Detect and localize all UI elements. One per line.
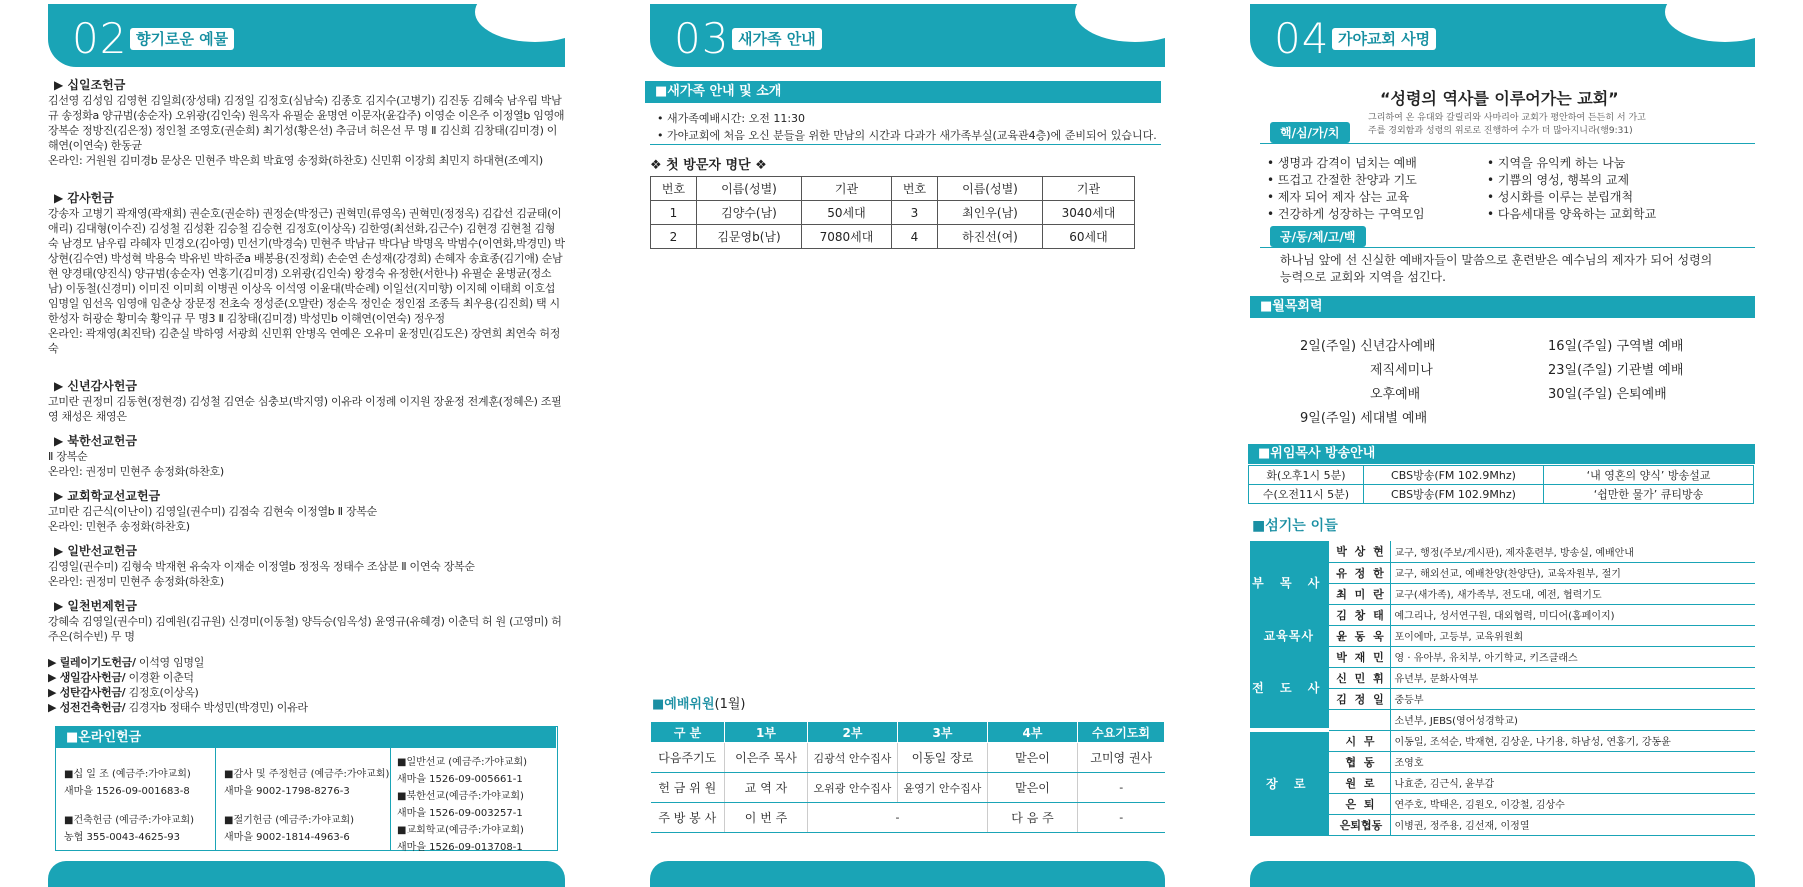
table-cell: 다 음 주: [988, 803, 1078, 833]
table-cell: 이동일 장로: [898, 743, 988, 773]
calendar-right: [1548, 335, 1683, 407]
text-line: [64, 800, 215, 812]
text-line: 이경환 이춘덕: [125, 671, 194, 684]
table-cell: 은퇴협동: [1328, 814, 1390, 835]
text-line: 제직세미나: [1370, 363, 1433, 378]
table-cell: ‘내 영혼의 양식’ 방송설교: [1544, 466, 1754, 485]
text-line: (1월): [714, 697, 746, 712]
text-line: • 제자 되어 제자 삼는 교육: [1267, 190, 1410, 204]
core-values-label: 핵/심/가/치: [1270, 122, 1350, 143]
broadcast-bar: ■위임목사 방송안내: [1248, 444, 1755, 464]
table-cell: 다음주기도: [651, 743, 725, 773]
table-cell: 이동일, 조석순, 박재현, 김상운, 나기용, 하남성, 연홍기, 강동윤: [1390, 730, 1755, 751]
school-mission-heading: ▶ 교회학교선교헌금: [54, 489, 161, 503]
newcomer-panel: [650, 0, 1165, 887]
table-cell: 주 방 봉 사: [651, 803, 725, 833]
section-title: 새가족 안내: [732, 28, 822, 50]
table-cell: 3040세대: [1043, 201, 1135, 225]
table-cell: 협 동: [1328, 751, 1390, 772]
table-cell: -: [1078, 773, 1165, 803]
table-header: [651, 177, 1135, 201]
tithe-section: [48, 77, 565, 168]
text-line: 이석영 임명일: [135, 656, 205, 669]
footer-bar: [1250, 861, 1755, 887]
text-line: • 성시화를 이루는 분립개척: [1487, 190, 1634, 204]
table-cell: 은 퇴: [1328, 793, 1390, 814]
table-cell: 윤 동 욱: [1328, 625, 1390, 646]
thanks-section: [48, 190, 565, 356]
table-row: [651, 773, 1165, 803]
table-cell: -: [808, 803, 988, 833]
table-cell: 전 도 사: [1250, 646, 1328, 730]
table-cell: 기관: [1043, 177, 1135, 201]
table-cell: 하진선(여): [938, 225, 1043, 249]
text-line: ■교회학교(예금주:가야교회): [397, 825, 524, 836]
table-cell: 수요기도회: [1078, 722, 1165, 743]
table-cell: 김 정 일: [1328, 688, 1390, 709]
text-line: 새마을 1526-09-001683-8: [64, 786, 190, 797]
text-line: [224, 800, 390, 812]
general-mission-names: 김영일(권수미) 김형숙 박재현 유숙자 이재순 이정열b 정정옥 정태수 조삼분 Ⅱ 이연숙 장복순: [48, 560, 475, 573]
text-line: 주를 경외함과 성령의 위로로 진행하여 수가 더 많아지니라(행9:31): [1368, 126, 1633, 136]
table-cell: 시 무: [1328, 730, 1390, 751]
table-cell: CBS방송(FM 102.9Mhz): [1364, 485, 1544, 504]
table-cell: 기관: [802, 177, 892, 201]
misc-line: [48, 655, 565, 670]
visitor-title: ❖ 첫 방문자 명단 ❖: [650, 158, 767, 173]
calendar-left: [1300, 335, 1436, 431]
text-line: 그리하여 온 유대와 갈릴리와 사마리아 교회가 평안하여 든든히 서 가고: [1368, 113, 1646, 123]
text-line: • 지역을 유익케 하는 나눔: [1487, 156, 1626, 170]
text-line: 16일(주일) 구역별 예배: [1548, 339, 1684, 354]
table-cell: 맡은이: [988, 743, 1078, 773]
text-line: • 생명과 감격이 넘치는 예배: [1267, 156, 1417, 170]
table-cell: [1328, 709, 1390, 730]
table-cell: 이름(성별): [938, 177, 1043, 201]
table-cell: 소년부, JEBS(영어성경학교): [1390, 709, 1755, 730]
text-line: ■절기헌금 (예금주:가야교회): [224, 815, 355, 826]
offerings-panel: [48, 0, 565, 887]
table-cell: 2부: [808, 722, 898, 743]
text-line: 김정호(이상옥): [125, 686, 199, 699]
section-title: 향기로운 예물: [130, 28, 234, 50]
table-cell: 7080세대: [802, 225, 892, 249]
text-line: ▶ 성탄감사헌금/: [48, 686, 126, 699]
table-cell: -: [1078, 803, 1165, 833]
online-col-3: [391, 748, 556, 851]
nk-mission-section: [48, 433, 565, 479]
table-cell: 4부: [988, 722, 1078, 743]
text-line: • 건강하게 성장하는 구역모임: [1267, 207, 1425, 221]
welcome-note: • 가야교회에 처음 오신 분들을 위한 만남의 시간과 다과가 새가족부실(교육관4층)에 준비되어 있습니다.: [657, 129, 1157, 142]
table-cell: 유 정 한: [1328, 562, 1390, 583]
text-line: ■북한선교(예금주:가야교회): [397, 791, 524, 802]
table-cell: 교구(새가족), 새가족부, 전도대, 예전, 협력기도: [1390, 583, 1755, 604]
section-number: 04: [1274, 14, 1330, 63]
online-offering-box: [55, 726, 558, 851]
text-line: 하나님 앞에 선 신실한 예배자들이 말씀으로 훈련받은 예수님의 제자가 되어 성령의: [1280, 253, 1713, 267]
table-cell: 번호: [892, 177, 938, 201]
misc-offerings: [48, 655, 565, 715]
table-cell: 3: [892, 201, 938, 225]
school-mission-online: 온라인: 민현주 송정화(하찬호): [48, 520, 190, 533]
section-number: 02: [72, 14, 128, 63]
monthly-calendar-bar: ■월목회력: [1250, 296, 1755, 318]
text-line: 새마을 1526-09-003257-1: [397, 808, 523, 819]
table-cell: 예그리나, 성서연구원, 대외협력, 미디어(홈페이지): [1390, 604, 1755, 625]
tithe-names: 김선영 김성임 김영현 김일희(장성태) 김정일 김정호(심남숙) 김종호 김지수(고병기) 김진동 김혜숙 남우림 박남규 송정화a 양규범(송순자) 오위광(김인숙) 원옥자 유필순 윤명연 이문자(윤갑주) 이영순 이은주 이정열b 임영애 장복순 정방진(김은정) 정인철 조영호(권순희) 최기성(황은선) 추금녀 허은선 무 명 Ⅱ 김신희 김창태(김미경) 이해연(이연숙) 한동균: [48, 94, 565, 152]
table-cell: 박 상 현: [1328, 541, 1390, 562]
mission-panel: [1250, 0, 1755, 887]
thousand-section: [48, 598, 565, 644]
table-cell: 번호: [651, 177, 697, 201]
table-cell: 이병권, 정주용, 김선재, 이정열: [1390, 814, 1755, 835]
text-line: 농협 355-0043-4625-93: [64, 832, 181, 843]
table-cell: 50세대: [802, 201, 892, 225]
text-line: 23일(주일) 기관별 예배: [1548, 363, 1684, 378]
text-line: 새마을 1526-09-005661-1: [397, 774, 523, 785]
table-cell: 오위광 안수집사: [808, 773, 898, 803]
general-mission-online: 온라인: 권정미 민현주 송정화(하찬호): [48, 575, 224, 588]
table-cell: 1부: [725, 722, 808, 743]
staff-title: ■섬기는 이들: [1252, 518, 1338, 534]
table-cell: 교 역 자: [725, 773, 808, 803]
table-cell: 김광석 안수집사: [808, 743, 898, 773]
staff-table: [1250, 541, 1755, 836]
online-col-1: [56, 748, 216, 851]
table-cell: 수(오전11시 5분): [1249, 485, 1364, 504]
community-confession: [1280, 252, 1712, 286]
online-col-2: [216, 748, 391, 851]
core-values-left: [1267, 155, 1425, 223]
thousand-names: 강혜숙 김영일(권수미) 김예원(김규원) 신경미(이동철) 양득승(임옥성) 윤영규(유혜경) 이춘덕 허 원 (고영미) 허주은(허수빈) 무 명: [48, 615, 562, 643]
table-cell: 2: [651, 225, 697, 249]
misc-line: [48, 685, 565, 700]
footer-bar: [650, 861, 1165, 887]
confession-label: 공/동/체/고/백: [1270, 226, 1366, 247]
motto-verse: [1368, 112, 1755, 138]
table-cell: 이름(성별): [697, 177, 802, 201]
text-line: 새마을 9002-1814-4963-6: [224, 832, 350, 843]
nk-mission-heading: ▶ 북한선교헌금: [54, 434, 137, 448]
tithe-heading: ▶ 십일조헌금: [54, 78, 126, 92]
table-cell: 맡은이: [988, 773, 1078, 803]
table-cell: 연주호, 박태은, 김원오, 이강철, 김상수: [1390, 793, 1755, 814]
section-title: 가야교회 사명: [1332, 28, 1436, 50]
table-cell: 부 목 사: [1250, 541, 1328, 625]
table-cell: 고미영 권사: [1078, 743, 1165, 773]
text-line: 30일(주일) 은퇴예배: [1548, 387, 1667, 402]
table-cell: 신 민 휘: [1328, 667, 1390, 688]
table-cell: 교구, 행정(주보/게시판), 제자훈련부, 방송실, 예배안내: [1390, 541, 1755, 562]
visitor-table: [650, 176, 1135, 249]
table-cell: 유년부, 문화사역부: [1390, 667, 1755, 688]
section-number: 03: [674, 14, 730, 63]
table-cell: 영 · 유아부, 유치부, 아기학교, 키즈클래스: [1390, 646, 1755, 667]
table-cell: CBS방송(FM 102.9Mhz): [1364, 466, 1544, 485]
footer-bar: [48, 861, 565, 887]
nk-mission-online: 온라인: 권정미 민현주 송정화(하찬호): [48, 465, 224, 478]
table-row: [651, 803, 1165, 833]
text-line: ▶ 생일감사헌금/: [48, 671, 126, 684]
text-line: 오후예배: [1370, 387, 1421, 402]
online-offering-title: ■온라인헌금: [56, 727, 556, 748]
service-time: • 새가족예배시간: 오전 11:30: [657, 112, 806, 125]
text-line: ■십 일 조 (예금주:가야교회): [64, 769, 191, 780]
thanks-online: 온라인: 곽재영(최진탁) 김춘실 박하영 서광희 신민휘 안병옥 연예은 오유미 윤정민(김도은) 장연희 최연숙 허정숙: [48, 327, 561, 355]
tithe-online: 온라인: 거원원 김미경b 문상은 민현주 박은희 박효영 송정화(하찬호) 신민휘 이장희 최민지 하대현(조예지): [48, 154, 543, 167]
thanks-names: 강송자 고병기 곽재영(곽재희) 권순호(권순하) 권정순(박정근) 권혁민(류영옥) 권혁민(정정옥) 김갑선 김균태(이애리) 김대형(이수진) 김성철 김성환 김승철 김승현 김정호(이상옥) 김한영(최선화,김근수) 김현경 김현철 김형숙 남경모 남우림 라혜자 민경오(김아영) 민선기(박경숙) 민현주 박남규 박다남 박명옥 박범수(이연화,박경민) 박상현(김수연) 박성혁 박용숙 박유빈 박하준a 배봉용(진정희) 손순연 손성재(강경희) 손혜자 송효종(김기애) 순남현 양경태(양진식) 양규범(송순자) 연홍기(김미경) 오위광(김인숙) 왕경숙 유정한(서한나) 유필순 윤병균(정소남) 이동철(신경미) 이미진 이미희 이병권 이상옥 이석영 이윤대(박순례) 이일선(지미향) 이지혜 이태희 이호섭 임명일 임선옥 임영애 임춘상 장문정 전초숙 정성준(오말란) 정순옥 정인순 정인점 조종득 최우용(김진희) 택 시 한성자 허광순 황미숙 황익규 무 명3 Ⅱ 김창태(김미경) 박성민b 이해연(이연숙) 정우정: [48, 207, 565, 325]
text-line: 새마을 9002-1798-8276-3: [224, 786, 350, 797]
table-row: [651, 225, 1135, 249]
core-values-right: [1487, 155, 1656, 223]
table-cell: 60세대: [1043, 225, 1135, 249]
table-cell: 이 번 주: [725, 803, 808, 833]
text-line: 9일(주일) 세대별 예배: [1300, 411, 1428, 426]
text-line: ■감사 및 주정헌금 (예금주:가야교회): [224, 769, 390, 780]
text-line: • 기쁨의 영성, 행복의 교제: [1487, 173, 1630, 187]
table-cell: 윤영기 안수집사: [898, 773, 988, 803]
table-cell: 교육목사: [1250, 625, 1328, 646]
misc-line: [48, 670, 565, 685]
table-cell: 포이에마, 고등부, 교육위원회: [1390, 625, 1755, 646]
thanks-heading: ▶ 감사헌금: [54, 191, 114, 205]
text-line: ■예배위원: [652, 697, 715, 712]
table-row: [1249, 485, 1754, 504]
newyear-heading: ▶ 신년감사헌금: [54, 379, 137, 393]
table-row: [651, 743, 1165, 773]
table-row: [651, 201, 1135, 225]
newyear-names: 고미란 권정미 김동현(정현경) 김성철 김연순 심충보(박지영) 이유라 이정례 이지원 장윤정 전계훈(정혜은) 조필영 채성은 채영은: [48, 395, 562, 423]
table-cell: 김문영b(남): [697, 225, 802, 249]
table-header: [651, 722, 1165, 743]
table-cell: 화(오후1시 5분): [1249, 466, 1364, 485]
text-line: • 뜨겁고 간절한 찬양과 기도: [1267, 173, 1417, 187]
misc-line: [48, 700, 565, 715]
table-cell: 4: [892, 225, 938, 249]
text-line: 새마을 1526-09-013708-1: [397, 842, 523, 853]
table-cell: 김 창 태: [1328, 604, 1390, 625]
table-cell: 김양수(남): [697, 201, 802, 225]
section-banner: [48, 4, 565, 67]
nk-mission-names: Ⅱ 장복순: [48, 450, 88, 463]
school-mission-names: 고미란 김근식(이난이) 김영일(권수미) 김점숙 김현숙 이정열b Ⅱ 장복순: [48, 505, 377, 518]
worship-title: [652, 696, 1165, 714]
text-line: 능력으로 교회와 지역을 섬긴다.: [1280, 270, 1446, 284]
table-cell: 1: [651, 201, 697, 225]
text-line: ▶ 릴레이기도헌금/: [48, 656, 136, 669]
section-banner: [650, 4, 1165, 67]
newcomer-info: [657, 110, 1165, 144]
church-motto: “성령의 역사를 이루어가는 교회”: [1380, 89, 1619, 108]
table-cell: 최인우(남): [938, 201, 1043, 225]
text-line: 2일(주일) 신년감사예배: [1300, 339, 1436, 354]
table-cell: 원 로: [1328, 772, 1390, 793]
school-mission-section: [48, 488, 565, 534]
table-cell: ‘쉽만한 물가’ 큐티방송: [1544, 485, 1754, 504]
worship-table: [650, 721, 1165, 833]
newyear-section: [48, 378, 565, 424]
table-cell: 나효준, 김근식, 윤부갑: [1390, 772, 1755, 793]
table-cell: 박 재 민: [1328, 646, 1390, 667]
table-cell: 헌 금 위 원: [651, 773, 725, 803]
thousand-heading: ▶ 일천번제헌금: [54, 599, 137, 613]
table-cell: 구 분: [651, 722, 725, 743]
general-mission-heading: ▶ 일반선교헌금: [54, 544, 137, 558]
text-line: 김경자b 정태수 박성민(박경민) 이유라: [125, 701, 308, 714]
table-row: [1249, 466, 1754, 485]
text-line: ▶ 성전건축헌금/: [48, 701, 126, 714]
text-line: ■건축헌금 (예금주:가야교회): [64, 815, 195, 826]
general-mission-section: [48, 543, 565, 589]
section-banner: [1250, 4, 1755, 67]
table-cell: 3부: [898, 722, 988, 743]
table-cell: 중등부: [1390, 688, 1755, 709]
text-line: • 다음세대를 양육하는 교회학교: [1487, 207, 1657, 221]
broadcast-table: [1248, 465, 1754, 504]
table-cell: 장 로: [1250, 730, 1328, 835]
table-cell: 최 미 란: [1328, 583, 1390, 604]
newcomer-bar: ■새가족 안내 및 소개: [645, 81, 1161, 103]
table-cell: 조영호: [1390, 751, 1755, 772]
table-cell: 교구, 해외선교, 예배찬양(찬양단), 교육자원부, 절기: [1390, 562, 1755, 583]
text-line: ■일반선교 (예금주:가야교회): [397, 757, 528, 768]
table-cell: 이은주 목사: [725, 743, 808, 773]
